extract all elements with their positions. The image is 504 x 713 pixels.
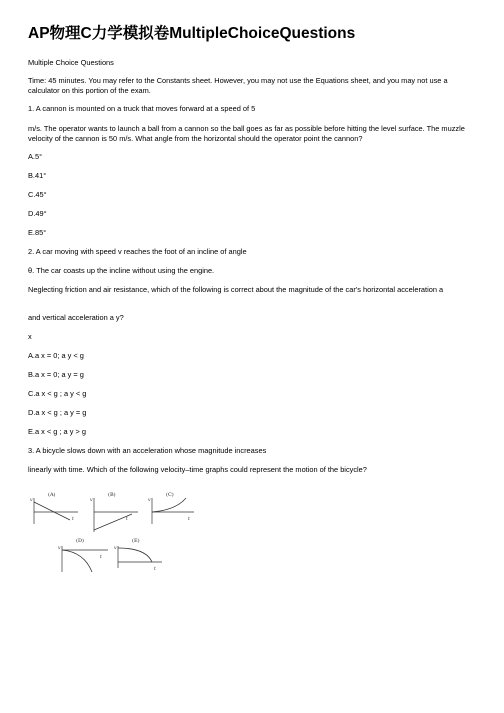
question-3-body: linearly with time. Which of the following velocity–time graphs could represent the motion of the bicycle? [28, 465, 367, 474]
graphs-svg [28, 490, 228, 580]
question-3-stem: 3. A bicycle slows down with an acceleration whose magnitude increases [28, 446, 267, 455]
graph-c-v-label: v [148, 498, 151, 503]
graph-a-t-label: t [72, 517, 74, 522]
q1-option-b: B.41° [28, 171, 47, 180]
graph-d-t-label: t [100, 555, 102, 560]
graph-d-caption: (D) [76, 538, 84, 544]
graph-a [30, 491, 78, 524]
graph-c-caption: (C) [166, 492, 174, 498]
graph-e-v-label: v [114, 546, 117, 551]
q2-option-c: C.a x < g ; a y < g [28, 389, 87, 398]
graph-c-t-label: t [188, 517, 190, 522]
graph-b-caption: (B) [108, 492, 116, 498]
q2-option-a: A.a x = 0; a y < g [28, 351, 84, 360]
page-title: AP物理C力学模拟卷MultipleChoiceQuestions [28, 25, 356, 42]
question-1-stem: 1. A cannon is mounted on a truck that moves forward at a speed of 5 [28, 104, 256, 113]
question-1-body: m/s. The operator wants to launch a ball from a cannon so the ball goes as far as possible before hitting the level surface. The muzzle velocity of the cannon is 50 m/s. What angle from the horizontal should the operator point the cannon? [28, 124, 465, 143]
q1-option-c: C.45° [28, 190, 47, 199]
section-heading: Multiple Choice Questions [28, 58, 114, 67]
graph-a-caption: (A) [48, 492, 56, 498]
graph-b [90, 491, 138, 532]
graph-e [114, 537, 162, 572]
question-2-paragraph: Neglecting friction and air resistance, which of the following is correct about the magnitude of the car's horizontal acceleration a [28, 285, 444, 294]
q1-option-e: E.85° [28, 228, 47, 237]
graph-a-v-label: v [30, 498, 33, 503]
question-2-line: and vertical acceleration a y? [28, 313, 124, 322]
graph-e-t-label: t [154, 567, 156, 572]
q2-option-d: D.a x < g ; a y = g [28, 408, 87, 417]
question-2-stem: 2. A car moving with speed v reaches the foot of an incline of angle [28, 247, 247, 256]
q2-option-e: E.a x < g ; a y > g [28, 427, 86, 436]
q1-option-d: D.49° [28, 209, 47, 218]
graph-e-caption: (E) [132, 538, 140, 544]
question-2-body: θ. The car coasts up the incline without using the engine. [28, 266, 215, 275]
graph-c [148, 491, 194, 524]
graph-d-v-label: v [58, 546, 61, 551]
velocity-time-graphs [28, 490, 228, 580]
graph-b-v-label: v [90, 498, 93, 503]
graph-b-t-label: t [126, 517, 128, 522]
instructions-paragraph: Time: 45 minutes. You may refer to the Constants sheet. However, you may not use the Equations sheet, and you may not use a calculator on this portion of the exam. [28, 76, 448, 95]
question-2-subscript: x [28, 332, 32, 341]
q2-option-b: B.a x = 0; a y = g [28, 370, 84, 379]
q1-option-a: A.5° [28, 152, 43, 161]
graph-d [58, 537, 108, 572]
